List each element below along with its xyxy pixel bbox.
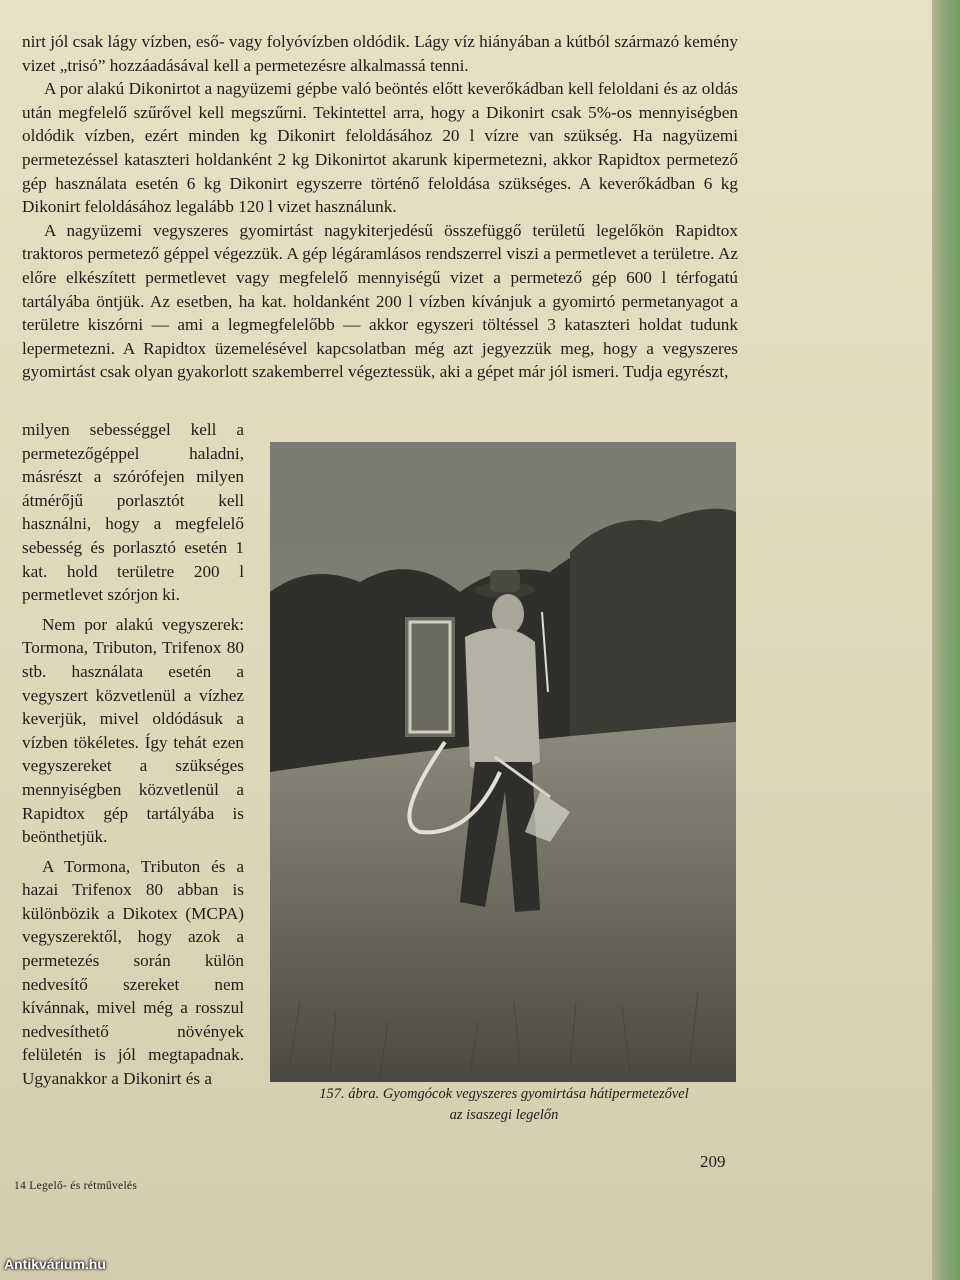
side-column-text xyxy=(22,418,244,1097)
paragraph: A por alakú Dikonirtot a nagyüzemi gépbe való beöntés előtt keverőkádban kell feloldani és az oldás után megfelelő szűrővel kell megszűrni. Tekintettel arra, hogy a Dikonirt csak 5%-os mennyiségben oldódik vízben, ezért minden kg Dikonirt feloldásához 20 l vízre van szükség. Ha nagyüzemi permetezéssel kataszteri holdanként 2 kg Dikonirtot akarunk kipermetezni, akkor Rapidtox permetező gép használata esetén 6 kg Dikonirt egyszerre történő feloldása szükséges. A keverőkádban 6 kg Dikonirt feloldásához legalább 120 l vizet használunk. xyxy=(22,79,738,217)
paragraph: A Tormona, Tributon és a hazai Trifenox 80 abban is különbözik a Dikotex (MCPA) vegyszerektől, hogy azok a permetezés során külön nedvesítő szereket nem kívánnak, mivel még a rosszul nedvesíthető növények felületén is jól megtapadnak. Ugyanakkor a Dikonirt és a xyxy=(22,856,244,1089)
caption-line: 157. ábra. Gyomgócok vegyszeres gyomirtása hátipermetezővel xyxy=(319,1086,689,1102)
paragraph: milyen sebességgel kell a permetezőgéppel haladni, másrészt a szórófejen milyen átmérőjű porlasztót kell használni, hogy a megfelelő sebesség és porlasztó esetén 1 kat. hold területre 200 l permetlevet szórjon ki. xyxy=(22,420,244,605)
paragraph: A nagyüzemi vegyszeres gyomirtást nagykiterjedésű összefüggő területű legelőkön Rapidtox traktoros permetező géppel végezzük. A gép légáramlásos rendszerrel viszi a permetlevet a területre. Az előre elkészített permetlevet vagy megfelelő mennyiségű vizet a permetező gép 600 l térfogatú tartályába öntjük. Az esetben, ha kat. holdanként 200 l vízben kívánjuk a gyomirtó permetanyagot a területre kiszórni — ami a legmegfelelőbb — akkor egyszeri töltéssel 3 kataszteri holdat tudunk lepermetezni. A Rapidtox üzemelésével kapcsolatban még azt jegyezzük meg, hogy a vegyszeres gyomirtást csak olyan gyakorlott szakemberrel végeztessük, aki a gépet már jól ismeri. Tudja egyrészt, xyxy=(22,220,738,382)
figure-caption xyxy=(254,1084,754,1126)
signature-mark: 14 Legelő- és rétművelés xyxy=(14,1180,138,1192)
page-number: 209 xyxy=(700,1152,726,1171)
paragraph: Nem por alakú vegyszerek: Tormona, Tributon, Trifenox 80 stb. használata esetén a vegyszert közvetlenül a vízhez keverjük, mivel oldódásuk a vízben tökéletes. Így tehát ezen vegyszereket a szükséges mennyiségben közvetlenül a Rapidtox gép tartályába is beönthetjük. xyxy=(22,614,244,847)
caption-line: az isaszegi legelőn xyxy=(449,1107,559,1123)
figure-photo xyxy=(270,442,736,1082)
paragraph: nirt jól csak lágy vízben, eső- vagy folyóvízben oldódik. Lágy víz hiányában a kútból származó kemény vizet „trisó” hozzáadásával kell a permetezésre alkalmassá tenni. xyxy=(22,32,738,75)
body-text xyxy=(22,30,738,384)
watermark-text: Antikvárium.hu xyxy=(4,1256,106,1272)
book-cover-edge xyxy=(932,0,960,1280)
